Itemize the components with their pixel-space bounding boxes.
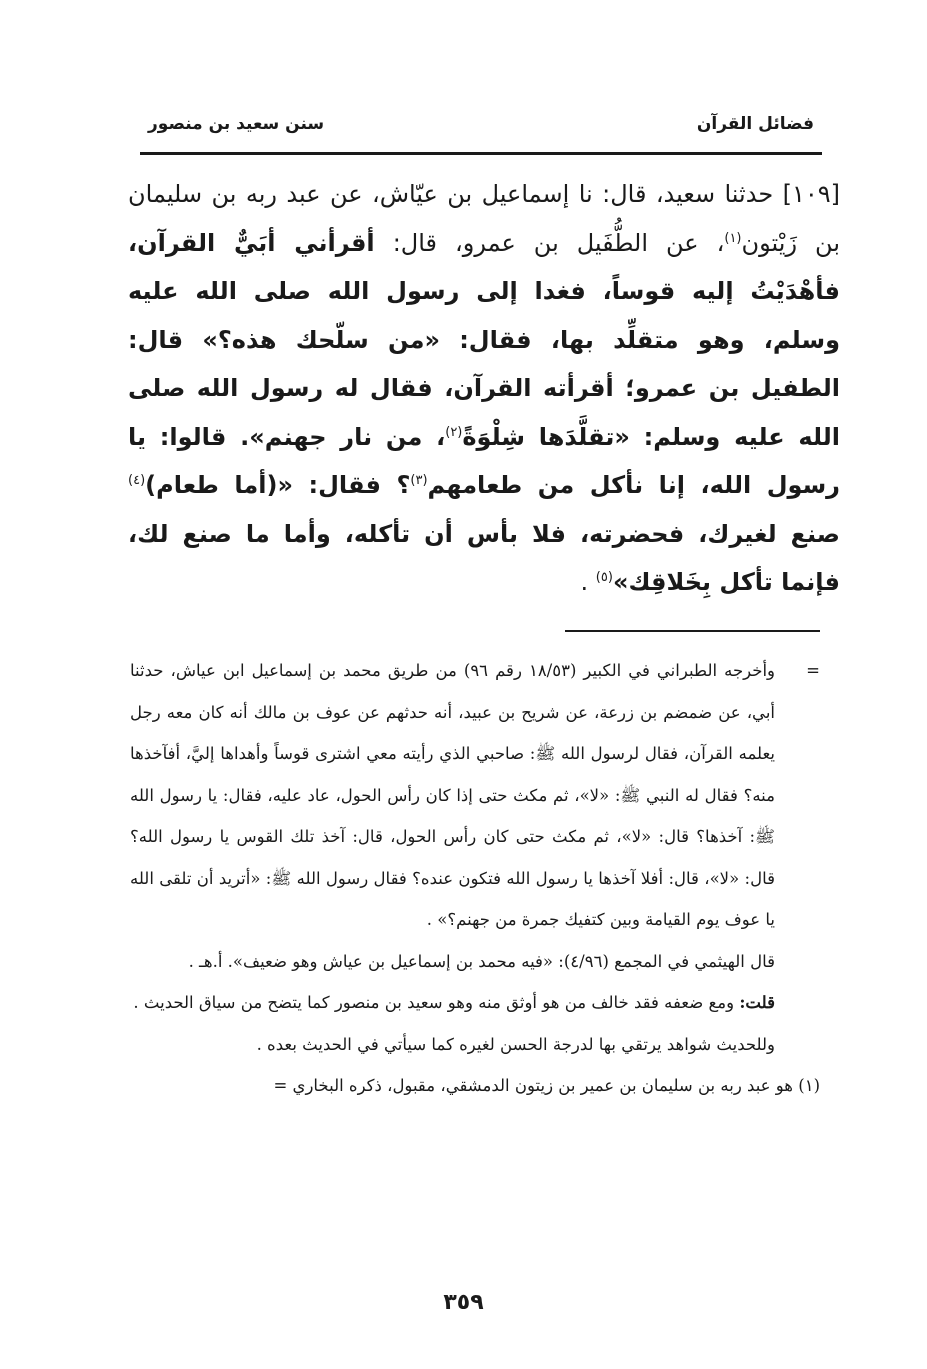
page-number: ٣٥٩ xyxy=(443,1290,484,1315)
qultu-label: قلت: xyxy=(739,993,775,1012)
hadith-matn-2: ، من نار جهنم». قالوا: يا رسول الله، إنا نأكل من طعامهم xyxy=(128,422,840,499)
header-divider xyxy=(140,152,822,155)
hadith-matn-4: صنع لغيرك، فحضرته، فلا بأس أن تأكله، وأما ما صنع لك، فإنما تأكل بِخَلاقِك» xyxy=(128,519,840,596)
hadith-end: . xyxy=(580,568,596,596)
footnotes xyxy=(130,650,820,1107)
footnote-paragraph-2: قال الهيثمي في المجمع (٤/٩٦): «فيه محمد بن إسماعيل بن عياش وهو ضعيف». أ.هـ . xyxy=(188,951,775,971)
footnote-haythami xyxy=(130,941,820,983)
footnote-ref-5: (٥) xyxy=(595,570,613,585)
footnote-ref-1: (١) xyxy=(724,230,742,246)
hadith-text xyxy=(128,170,840,607)
footnote-1 xyxy=(130,1065,820,1107)
header-book-section: فضائل القرآن xyxy=(696,114,814,134)
footnote-ref-2: (٢) xyxy=(445,424,463,440)
hadith-isnad: حدثنا سعيد، قال: نا إسماعيل بن عيّاش، عن عبد ربه بن سليمان بن زَيْتون xyxy=(128,180,840,257)
hadith-matn-1: أقرأني أبَيٌّ القرآن، فأهْدَيْتُ إليه قوساً، فغدا إلى رسول الله صلى الله عليه وسلم، وهو متقلِّد بها، فقال: «من سلّحك هذه؟» قال: الطفيل بن عمرو؛ أقرأته القرآن، فقال له رسول الله صلى الله عليه وسلم: «تقلَّدَها شِلْوَةً xyxy=(128,228,840,451)
footnote-shawahid xyxy=(130,1024,820,1066)
continuation-marker: = xyxy=(806,661,820,680)
running-header xyxy=(140,108,820,148)
footnote-qultu xyxy=(130,982,820,1024)
footnote-ref-4: (٤) xyxy=(128,473,146,488)
footnote-divider xyxy=(565,630,820,632)
footnote-continued xyxy=(130,650,820,941)
hadith-isnad-end: ، عن الطُّفَيل بن عمرو، قال: xyxy=(392,228,725,257)
header-book-title: سنن سعيد بن منصور xyxy=(148,114,325,134)
footnote-ref-3: (٣) xyxy=(410,473,428,488)
footnote-1-text: هو عبد ربه بن سليمان بن عمير بن زيتون الدمشقي، مقبول، ذكره البخاري = xyxy=(273,1076,799,1095)
footnote-1-marker: (١) xyxy=(798,1076,820,1095)
footnote-paragraph-4: وللحديث شواهد يرتقي بها لدرجة الحسن لغيره كما سيأتي في الحديث بعده . xyxy=(256,1034,775,1054)
hadith-matn-3: ؟ فقال: «(أما طعام) xyxy=(145,471,411,499)
footnote-paragraph-3: ومع ضعفه فقد خالف من هو أوثق منه وهو سعيد بن منصور كما يتضح من سياق الحديث . xyxy=(133,993,740,1012)
hadith-number: [١٠٩] xyxy=(782,180,840,208)
footnote-paragraph-1: وأخرجه الطبراني في الكبير (١٨/٥٣ رقم ٩٦) من طريق محمد بن إسماعيل ابن عياش، حدثنا أبي، عن ضمضم بن زرعة، عن شريح بن عبيد، أنه حدثهم عن عوف بن مالك أنه كان معه رجل يعلمه القرآن، فقال لرسول الله ﷺ: صاحبي الذي رأيته معي اشترى قوساً وأهداها إليَّ، أفآخذها منه؟ فقال له النبي ﷺ: «لا»، ثم مكث حتى إذا كان رأس الحول، عاد عليه، فقال: يا رسول الله ﷺ: آخذها؟ قال: «لا»، ثم مكث حتى كان رأس الحول، قال: آخذ تلك القوس يا رسول الله؟ قال: «لا»، قال: أفلا آخذها يا رسول الله فتكون عنده؟ فقال رسول الله ﷺ: «أتريد أن تلقى الله يا عوف يوم القيامة وبين كتفيك جمرة من جهنم؟» . xyxy=(130,661,776,929)
